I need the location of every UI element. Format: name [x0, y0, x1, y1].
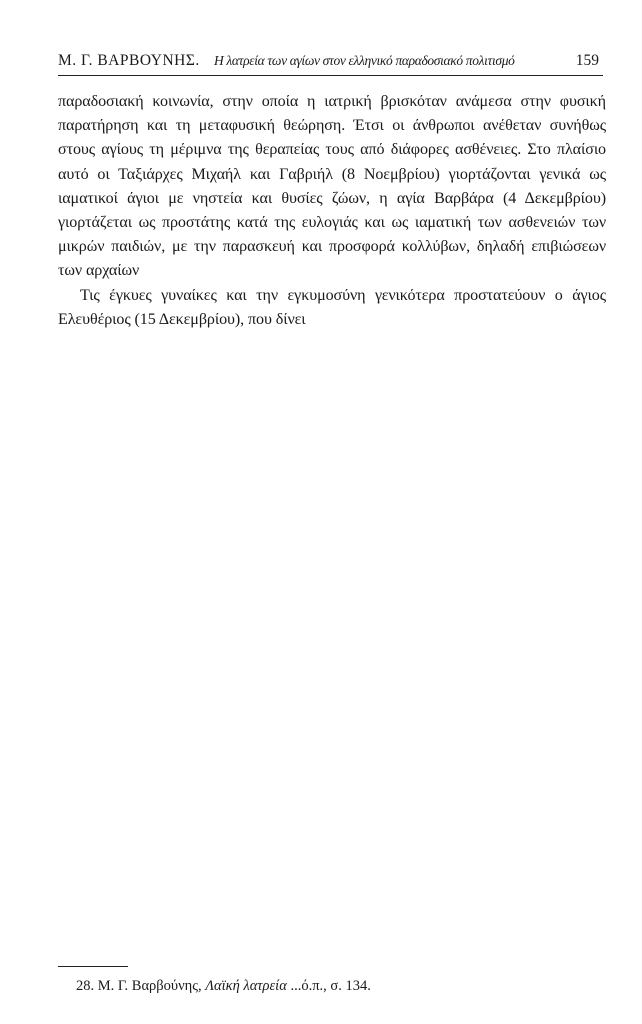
- body-text: [58, 90, 606, 332]
- paragraph-2-text: Τις έγκυες γυναίκες και την εγκυμοσύνη γενικότερα προστατεύουν ο άγιος Ελευθέριος (15 Δεκεμβρίου), που δίνει: [58, 286, 606, 328]
- paragraph-1: [58, 90, 606, 284]
- footnote-work-title: Λαϊκή λατρεία: [205, 978, 287, 994]
- footnote-rule: [58, 966, 128, 967]
- footnote-reference: ...ό.π., σ. 134.: [286, 978, 371, 994]
- paragraph-1-text: παραδοσιακή κοινωνία, στην οποία η ιατρική βρισκόταν ανάμεσα στην φυσική παρατήρηση και τη μεταφυσική θεώρηση. Έτσι οι άνθρωποι ανέθεταν συνήθως στους αγίους τη μέριμνα της θεραπείας τους από διάφορες ασθένειες. Στο πλαίσιο αυτό οι Ταξιάρχες Μιχαήλ και Γαβριήλ (8 Νοεμβρίου) γιορτάζονται γενικά ως ιαματικοί άγιοι με νηστεία και θυσίες ζώων, η αγία Βαρβάρα (4 Δεκεμβρίου) γιορτάζεται ως προστάτης κατά της ευλογιάς και ως ιαματική των ασθενειών των μικρών παιδιών, με την παρασκευή και προσφορά κολλύβων, δηλαδή επιβιώσεων των αρχαίων: [58, 93, 606, 280]
- header-title: Η λατρεία των αγίων στον ελληνικό παραδοσιακό πολιτισμό: [214, 53, 515, 68]
- paragraph-2: [58, 284, 606, 332]
- header-author: Μ. Γ. ΒΑΡΒΟΥΝΗΣ.: [58, 52, 200, 69]
- footnote: [76, 977, 596, 995]
- running-header: [58, 50, 603, 80]
- header-rule: [58, 75, 603, 76]
- page-number: 159: [575, 52, 599, 69]
- footnote-number-author: 28. Μ. Γ. Βαρβούνης,: [76, 978, 206, 994]
